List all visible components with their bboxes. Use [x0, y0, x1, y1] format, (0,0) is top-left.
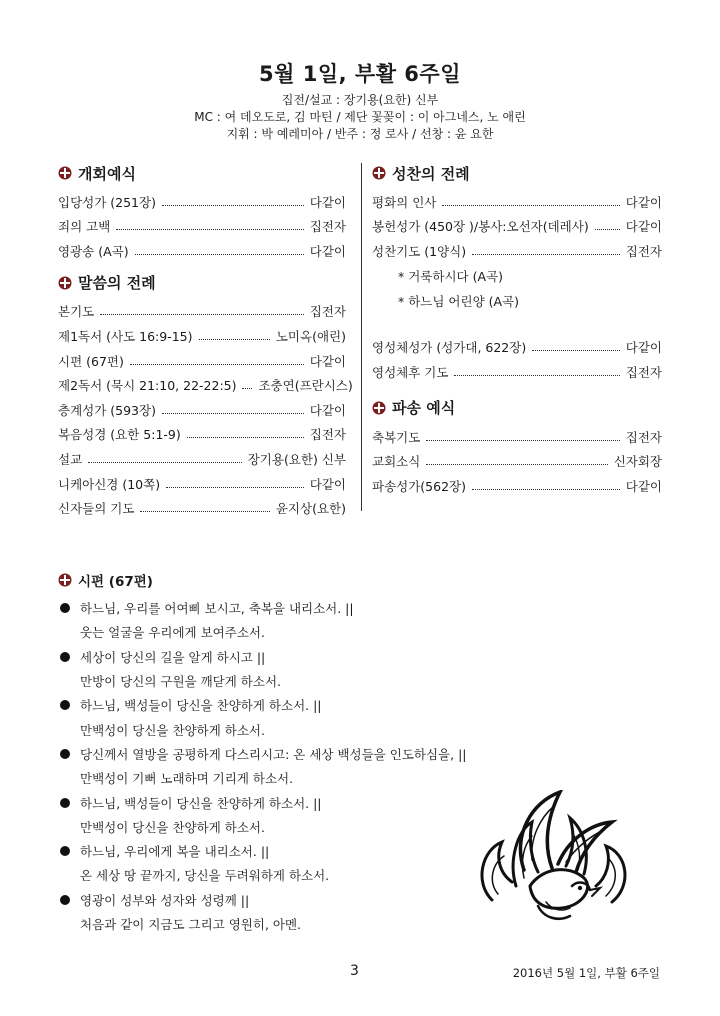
psalm-response: 만방이 당신의 구원을 깨닫게 하소서.	[80, 674, 281, 690]
psalm-verse: 하느님, 우리를 어여삐 보시고, 축복을 내리소서. ||	[58, 596, 488, 620]
psalm-response: 처음과 같이 지금도 그리고 영원히, 아멘.	[80, 917, 302, 932]
bullet-icon	[60, 846, 70, 856]
bullet-icon	[60, 652, 70, 662]
psalm-verse: 영광이 성부와 성자와 성령께 ||	[58, 888, 488, 912]
section-heading-dismissal: 파송 예식	[372, 395, 662, 421]
psalm-verse: 하느님, 백성들이 당신을 찬양하게 하소서. ||	[58, 790, 488, 814]
bullet-icon	[60, 798, 70, 808]
psalm-response: 온 세상 땅 끝까지, 당신을 두려워하게 하소서.	[80, 868, 330, 884]
page-number: 3	[350, 963, 359, 979]
footer-date: 2016년 5월 1일, 부활 6주일	[512, 966, 660, 980]
order-item: 층계성가 (593장) 다같이	[58, 402, 346, 418]
psalm-response: 웃는 얼굴을 우리에게 보여주소서.	[80, 625, 265, 641]
order-item: 제1독서 (사도 16:9-15) 노미옥(애린)	[58, 328, 346, 344]
left-column	[58, 160, 353, 517]
psalm-verse: 하느님, 우리에게 복을 내리소서. ||	[58, 839, 488, 863]
cross-icon	[58, 276, 72, 290]
credit-line: MC : 여 데오도로, 김 마틴 / 제단 꽃꽂이 : 이 아그네스, 노 애린	[194, 110, 526, 124]
psalm-verse: 하느님, 백성들이 당신을 찬양하게 하소서. ||	[58, 693, 488, 717]
section-heading-eucharist: 성찬의 전례	[372, 160, 662, 186]
order-item: 신자들의 기도 윤지상(요한)	[58, 501, 346, 517]
credit-line: 집전/설교 : 장기용(요한) 신부	[281, 93, 439, 107]
order-item: 평화의 인사 다같이	[372, 194, 662, 210]
order-item: 죄의 고백 집전자	[58, 219, 346, 235]
order-item: 영광송 (A곡) 다같이	[58, 243, 346, 259]
psalm-response: 만백성이 당신을 찬양하게 하소서.	[80, 819, 265, 835]
eucharist-subitem: * 거룩하시다 (A곡)	[398, 268, 503, 284]
psalm-text	[58, 596, 488, 936]
psalm-verse: 당신께서 열방을 공평하게 다스리시고: 온 세상 백성들을 인도하심을, ||	[58, 742, 488, 766]
order-item: 설교 장기용(요한) 신부	[58, 451, 346, 467]
order-item: 제2독서 (묵시 21:10, 22-22:5) 조충연(프란시스)	[58, 378, 353, 394]
right-column	[372, 160, 662, 495]
credits	[0, 92, 720, 143]
psalm-response: 만백성이 당신을 찬양하게 하소서.	[80, 722, 265, 738]
dove-icon	[472, 790, 637, 925]
section-heading-word: 말씀의 전례	[58, 270, 346, 296]
credit-line: 지휘 : 박 예레미아 / 반주 : 정 로사 / 선창 : 윤 요한	[226, 127, 494, 141]
bullet-icon	[60, 603, 70, 613]
order-item: 성찬기도 (1양식) 집전자	[372, 243, 662, 259]
order-item: 영성체성가 (성가대, 622장) 다같이	[372, 340, 662, 356]
bullet-icon	[60, 895, 70, 905]
order-item: 봉헌성가 (450장 )/봉사:오선자(데레사) 다같이	[372, 219, 662, 235]
page-title: 5월 1일, 부활 6주일	[259, 62, 461, 86]
order-item: 입당성가 (251장) 다같이	[58, 194, 346, 210]
psalm-verse: 세상이 당신의 길을 알게 하시고 ||	[58, 645, 488, 669]
order-item: 파송성가(562장) 다같이	[372, 478, 662, 494]
column-divider	[361, 163, 362, 511]
section-heading-opening: 개회예식	[58, 160, 346, 186]
order-item: 교회소식 신자회장	[372, 454, 662, 470]
eucharist-subitem: * 하느님 어린양 (A곡)	[398, 293, 519, 309]
order-item: 축복기도 집전자	[372, 429, 662, 445]
cross-icon	[372, 401, 386, 415]
order-item: 복음성경 (요한 5:1-9) 집전자	[58, 427, 346, 443]
order-item: 니케아신경 (10쪽) 다같이	[58, 476, 346, 492]
order-item: 영성체후 기도 집전자	[372, 364, 662, 380]
cross-icon	[372, 166, 386, 180]
cross-icon	[58, 573, 72, 587]
psalm-heading: 시편 (67편)	[58, 569, 153, 591]
cross-icon	[58, 166, 72, 180]
psalm-response: 만백성이 기뻐 노래하며 기리게 하소서.	[80, 771, 294, 787]
bullet-icon	[60, 749, 70, 759]
order-item: 시편 (67편) 다같이	[58, 353, 346, 369]
order-item: 본기도 집전자	[58, 304, 346, 320]
bullet-icon	[60, 700, 70, 710]
